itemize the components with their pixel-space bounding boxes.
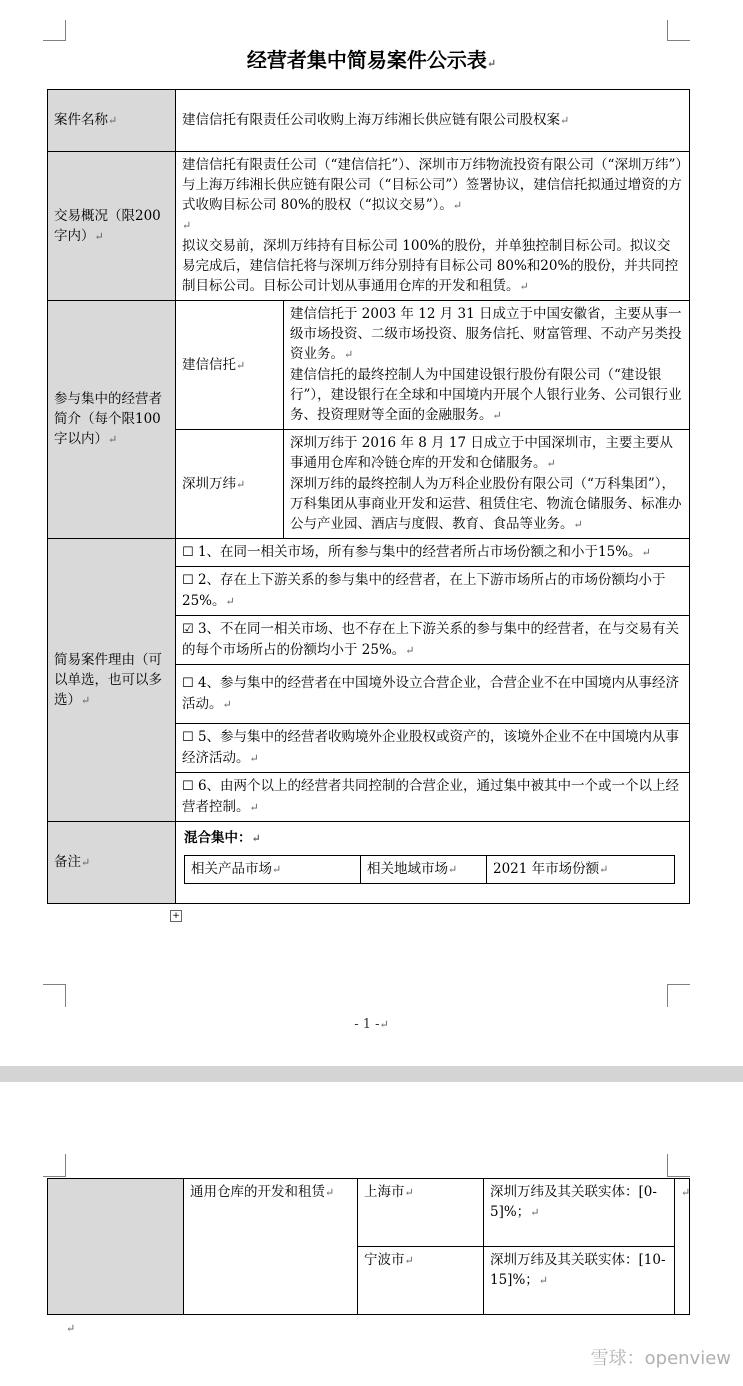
overview-para1: 建信信托有限责任公司（“建信信托”）、深圳市万纬物流投资有限公司（“深圳万纬”）与上海万纬湘长供应链有限公司（“目标公司”）签署协议，建信信托拟通过增资的方式收购目标公司 80%的股权（“拟议交易”）。↵ [182,157,683,213]
page-corner-mark [43,20,66,41]
page-corner-mark [667,984,690,1007]
reason-option-1: ☐ 1、在同一相关市场，所有参与集中的经营者所占市场份额之和小于15%。↵ [176,539,689,567]
party-desc2: 深圳万纬的最终控制人为万科企业股份有限公司（“万科集团”），万科集团从事商业开发和运营、租赁住宅、物流仓储服务、标准办公与产业园、酒店与度假、教育、食品等业务。↵ [290,476,682,532]
party-description [284,430,690,539]
row-end-mark: ↵ [675,1179,690,1315]
checkbox-icon[interactable]: ☐ [182,545,194,560]
empty-paragraph: ↵ [182,219,192,232]
parties-label: 参与集中的经营者简介（每个限100字以内）↵ [48,301,176,539]
overview-row [48,152,690,301]
reason-option-3: ☑ 3、不在同一相关市场、也不存在上下游关系的参与集中的经营者，在与交易有关的每个市场所占的份额均小于 25%。↵ [176,616,689,665]
header-product-market: 相关产品市场↵ [185,856,361,884]
remarks-label: 备注↵ [48,822,176,904]
page-number: - 1 -↵ [354,1017,389,1032]
share-cell: 深圳万纬及其关联实体：[0-5]%；↵ [484,1179,675,1247]
checkbox-icon[interactable]: ☐ [182,676,194,691]
page-corner-mark [667,1154,690,1177]
case-name-label: 案件名称↵ [48,90,176,152]
page-title: 经营者集中简易案件公示表↵ [246,48,497,72]
party-name: 深圳万纬↵ [176,430,284,539]
party-desc1: 建信信托于 2003 年 12 月 31 日成立于中国安徽省，主要从事一级市场投资、二级市场投资、服务信托、财富管理、不动产另类投资业务。↵ [290,306,682,362]
reason-option-6: ☐ 6、由两个以上的经营者共同控制的合营企业，通过集中被其中一个或一个以上经营者控制。↵ [182,778,680,815]
party-row-1 [48,301,690,430]
continued-table [47,1178,690,1315]
overview-value [176,152,690,301]
product-market-cell: 通用仓库的开发和租赁↵ [184,1179,358,1315]
reason-option-4: ☐ 4、参与集中的经营者在中国境外设立合营企业，合营企业不在中国境内从事经济活动。↵ [176,665,689,724]
overview-para2: 拟议交易前，深圳万纬持有目标公司 100%的股份，并单独控制目标公司。拟议交易完成后，建信信托将与深圳万纬分别持有目标公司 80%和20%的股份，并共同控制目标公司。目标公司计划从事通用仓库的开发和租赁。↵ [182,238,679,294]
paragraph-mark: ↵ [66,1322,76,1335]
reason-option-2: ☐ 2、存在上下游关系的参与集中的经营者，在上下游市场所占的市场份额均小于 25%。↵ [176,567,689,616]
reason-option-5: ☐ 5、参与集中的经营者收购境外企业股权或资产的，该境外企业不在中国境内从事经济活动。↵ [176,724,689,773]
watermark: 雪球：openview [590,1348,731,1369]
checkbox-icon[interactable]: ☐ [182,730,194,745]
page-corner-mark [667,20,690,41]
page-corner-mark [43,984,66,1007]
page-corner-mark [43,1154,66,1177]
continued-label-cell [48,1179,184,1315]
party-description [284,301,690,430]
region-cell: 宁波市↵ [358,1247,484,1315]
checkbox-icon[interactable]: ☐ [182,573,194,588]
continued-row-1 [48,1179,690,1247]
table-move-handle-icon[interactable]: + [170,910,182,922]
case-table [47,89,690,904]
party-desc2: 建信信托的最终控制人为中国建设银行股份有限公司（“建设银行”），建设银行在全球和中国境内开展个人银行业务、公司银行业务、投资理财等全面的金融服务。↵ [290,367,682,423]
overview-label: 交易概况（限200字内）↵ [48,152,176,301]
page-separator [0,1066,743,1082]
remarks-value [176,822,690,904]
party-desc1: 深圳万纬于 2016 年 8 月 17 日成立于中国深圳市，主要主要从事通用仓库和冷链仓库的开发和仓储服务。↵ [290,435,673,471]
header-region-market: 相关地域市场↵ [361,856,487,884]
reasons-label: 简易案件理由（可以单选，也可以多选）↵ [48,539,176,822]
case-name-row [48,90,690,152]
remarks-heading: 混合集中：↵ [184,830,261,846]
party-name: 建信信托↵ [176,301,284,430]
case-name-value: 建信信托有限责任公司收购上海万纬湘长供应链有限公司股权案↵ [176,90,690,152]
checkbox-icon[interactable]: ☐ [182,779,194,794]
reasons-options [176,539,690,822]
share-cell: 深圳万纬及其关联实体：[10-15]%；↵ [484,1247,675,1315]
remarks-row [48,822,690,904]
header-market-share: 2021 年市场份额↵ [487,856,675,884]
market-share-header-row [185,856,675,884]
checkbox-checked-icon[interactable]: ☑ [182,622,194,637]
market-share-table [184,855,675,884]
reasons-row [48,539,690,822]
region-cell: 上海市↵ [358,1179,484,1247]
